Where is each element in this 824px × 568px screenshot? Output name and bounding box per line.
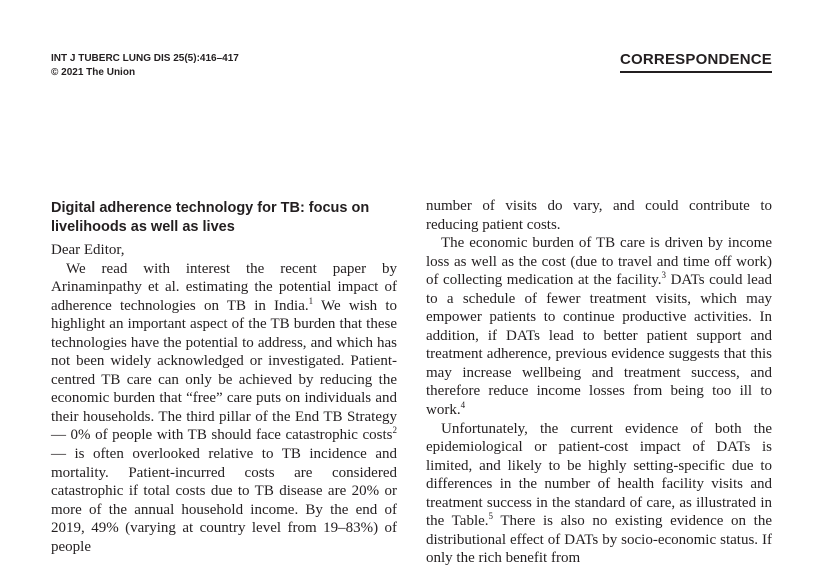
body-paragraph-2	[426, 234, 772, 419]
body-paragraph-1	[51, 260, 397, 557]
journal-volume-line: INT J TUBERC LUNG DIS 25(5):416–417	[51, 53, 239, 64]
reference-marker: 2	[392, 425, 397, 436]
left-column	[51, 197, 397, 556]
paragraph-text: Unfortunately, the current evidence of both the epidemiological or patient-cost impact of DATs is limited, and likely to be highly setting-specific due to differences in the number of health facility visits and treatment success in the standard of care, as illustrated in the Table.	[426, 420, 772, 530]
paragraph-text: We read with interest the recent paper by Arinaminpathy et al. estimating the potential impact of adherence technologies on TB in India.	[51, 260, 397, 314]
paragraph-text: The economic burden of TB care is driven by income loss as well as the cost (due to travel and time off work) of collecting medication at the facility.	[426, 235, 772, 289]
section-heading: CORRESPONDENCE	[620, 50, 772, 73]
body-paragraph-continued: number of visits do vary, and could contribute to reducing patient costs.	[426, 198, 772, 233]
reference-marker: 5	[488, 511, 494, 522]
paragraph-text: There is also no existing evidence on the distributional effect of DATs by socio-economic status. If only the rich benefit from	[426, 513, 772, 567]
body-paragraph-3	[426, 420, 772, 568]
journal-citation	[51, 52, 239, 80]
paragraph-text: DATs could lead to a schedule of fewer treatment visits, which may empower patients to continue productive activities. In addition, if DATs lead to better patient support and treatment adherence, previous evidence suggests that this may increase wellbeing and treatment success, and therefore reduce income losses from being too ill to work.	[426, 272, 772, 419]
reference-marker: 1	[308, 295, 314, 306]
reference-marker: 4	[460, 400, 466, 411]
paragraph-text: We wish to highlight an important aspect of the TB burden that these technologies have the potential to address, and which has not been widely acknowledged or investigated. Patient-centred TB care can only be achieved by reducing the economic burden that “free” care puts on individuals and their households. The third pillar of the End TB Strategy — 0% of people with TB should face catastrophic costs	[51, 297, 398, 444]
copyright-line: © 2021 The Union	[51, 67, 136, 78]
salutation: Dear Editor,	[51, 242, 125, 258]
right-column	[426, 197, 772, 568]
reference-marker: 3	[661, 270, 667, 281]
paragraph-text: — is often overlooked relative to TB incidence and mortality. Patient-incurred costs are considered catastrophic if total costs due to TB disease are 20% or more of the annual household income. By the end of 2019, 49% (varying at country level from 19–83%) of people	[51, 446, 397, 555]
article-title: Digital adherence technology for TB: focus on livelihoods as well as lives	[51, 200, 370, 235]
